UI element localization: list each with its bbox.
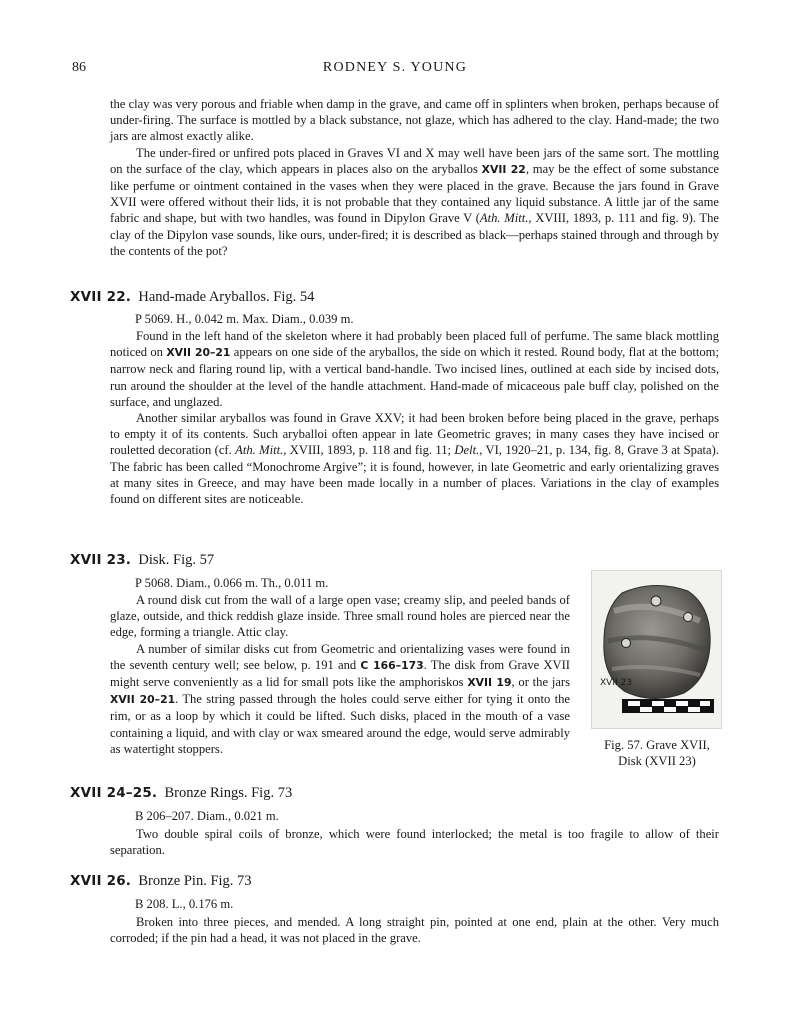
disk-hole [622,639,631,648]
entry-paragraph: Two double spiral coils of bronze, which were found interlocked; the metal is too fragile to allow of their separation. [110,827,719,858]
caption-line: Disk (XVII 23) [618,754,696,768]
entry-text-xvii-22 [110,328,719,507]
catalogue-reference: C 166–173 [360,658,424,672]
entry-heading-xvii-23 [70,552,214,568]
entry-paragraph: A number of similar disks cut from Geometric and orientalizing vases were found in the seventh century well; see below, p. 191 and C 166–173. The disk from Grave XVII might serve conveniently as a lid for small pots like the amphoriskos XVII 19, or the jars XVII 20–21. The string passed through the holes could serve either for tying it onto the rim, or as a loop by which it could be lifted. Such disks, placed in the mouth of a vase containing a liquid, and with clay or wax smeared around the edge, would serve admirably as watertight stoppers. [110,641,571,756]
entry-measurements: P 5068. Diam., 0.066 m. Th., 0.011 m. [135,576,329,590]
entry-heading-xvii-22 [70,289,314,305]
entry-paragraph: Broken into three pieces, and mended. A long straight pin, pointed at one end, plain at the other. Very much corroded; if the pin had a head, it was not placed in the grave. [110,915,719,946]
catalogue-reference: XVII 19 [467,676,512,690]
entry-paragraph: Found in the left hand of the skeleton where it had probably been placed full of perfume. The same black mottling noticed on XVII 20–21 appears on one side of the aryballos, the side on which it rested. Round body, flat at the bottom; narrow neck and flaring round lip, with a vertical band-handle. Two incised lines, outlined at each side by incised dots, run around the shoulder at the level of the handle attachment. Hand-made of micaceous pale buff clay, polished on the surface, and unglazed. [110,329,719,409]
entry-heading-xvii-26 [70,873,252,889]
entry-number: XVII 24–25. [70,785,158,801]
figure-57-photo [591,570,722,729]
entry-text-xvii-24-25 [110,826,719,858]
running-title: RODNEY S. YOUNG [322,60,468,75]
catalogue-reference: XVII 20–21 [110,693,176,707]
entry-measurements: P 5069. H., 0.042 m. Max. Diam., 0.039 m. [135,312,354,326]
disk-hole [651,596,661,606]
intro-text [110,96,719,259]
disk-photograph [592,571,721,728]
entry-paragraph: A round disk cut from the wall of a large open vase; creamy slip, and peeled bands of glaze, outside, and thick reddish glaze inside. Three small round holes are pierced near the edge, forming a triangle. Attic clay. [110,593,570,640]
entry-text-xvii-26 [110,914,719,946]
catalogue-reference: XVII 22 [481,162,526,176]
entry-measurements: B 206–207. Diam., 0.021 m. [135,809,279,823]
page-number: 86 [72,60,86,75]
entry-number: XVII 23. [70,552,132,568]
entry-text-xvii-23 [110,592,570,757]
entry-title: Bronze Rings. Fig. 73 [164,785,293,801]
entry-title: Disk. Fig. 57 [138,552,215,568]
caption-line: Fig. 57. Grave XVII, [604,738,710,752]
entry-number: XVII 26. [70,873,132,889]
entry-heading-xvii-24-25 [70,785,292,801]
entry-number: XVII 22. [70,289,132,305]
photo-label: XVII 23 [600,678,632,688]
disk-hole [684,613,693,622]
scale-bar [622,699,714,713]
entry-title: Hand-made Aryballos. Fig. 54 [138,289,315,305]
intro-paragraph-1: the clay was very porous and friable when damp in the grave, and came off in splinters when broken, perhaps because of under-firing. The surface is mottled by a black substance, not glaze, which has adhered to the clay. Hand-made; the two jars are almost exactly alike. [110,97,719,144]
catalogue-reference: XVII 20–21 [166,346,231,360]
entry-measurements: B 208. L., 0.176 m. [135,897,234,911]
entry-paragraph: Another similar aryballos was found in Grave XXV; it had been broken before being placed in the grave, perhaps to empty it of its contents. Such aryballoi often appear in late Geometric graves; in many cases they have incised or rouletted decoration (cf. Ath. Mitt., XVIII, 1893, p. 118 and fig. 11; Delt., VI, 1920–21, p. 134, fig. 8, Grave 3 at Spata). The fabric has been called “Monochrome Argive”; it is found, however, in late Geometric and early orientalizing graves at many sites in Greece, and may have been made locally in a number of places. Variations in the clay of examples found on different sites are noticeable. [110,411,719,507]
intro-paragraph-2: The under-fired or unfired pots placed in Graves VI and X may well have been jars of the same sort. The mottling on the surface of the clay, which appears in places also on the aryballos XVII 22, may be the effect of some substance like perfume or ointment contained in the vases when they were placed in the grave. Because the jars found in Grave XVII were offered without their lids, it is not probable that they contained any liquid substance. A little jar of the same fabric and shape, but with two handles, was found in Dipylon Grave V (Ath. Mitt., XVIII, 1893, p. 111 and fig. 9). The clay of the Dipylon vase sounds, like ours, under-fired; it is described as black—perhaps stained through and through by the contents of the pot? [110,145,720,258]
running-header [72,60,718,80]
entry-title: Bronze Pin. Fig. 73 [138,873,252,889]
figure-57-caption [582,737,732,769]
